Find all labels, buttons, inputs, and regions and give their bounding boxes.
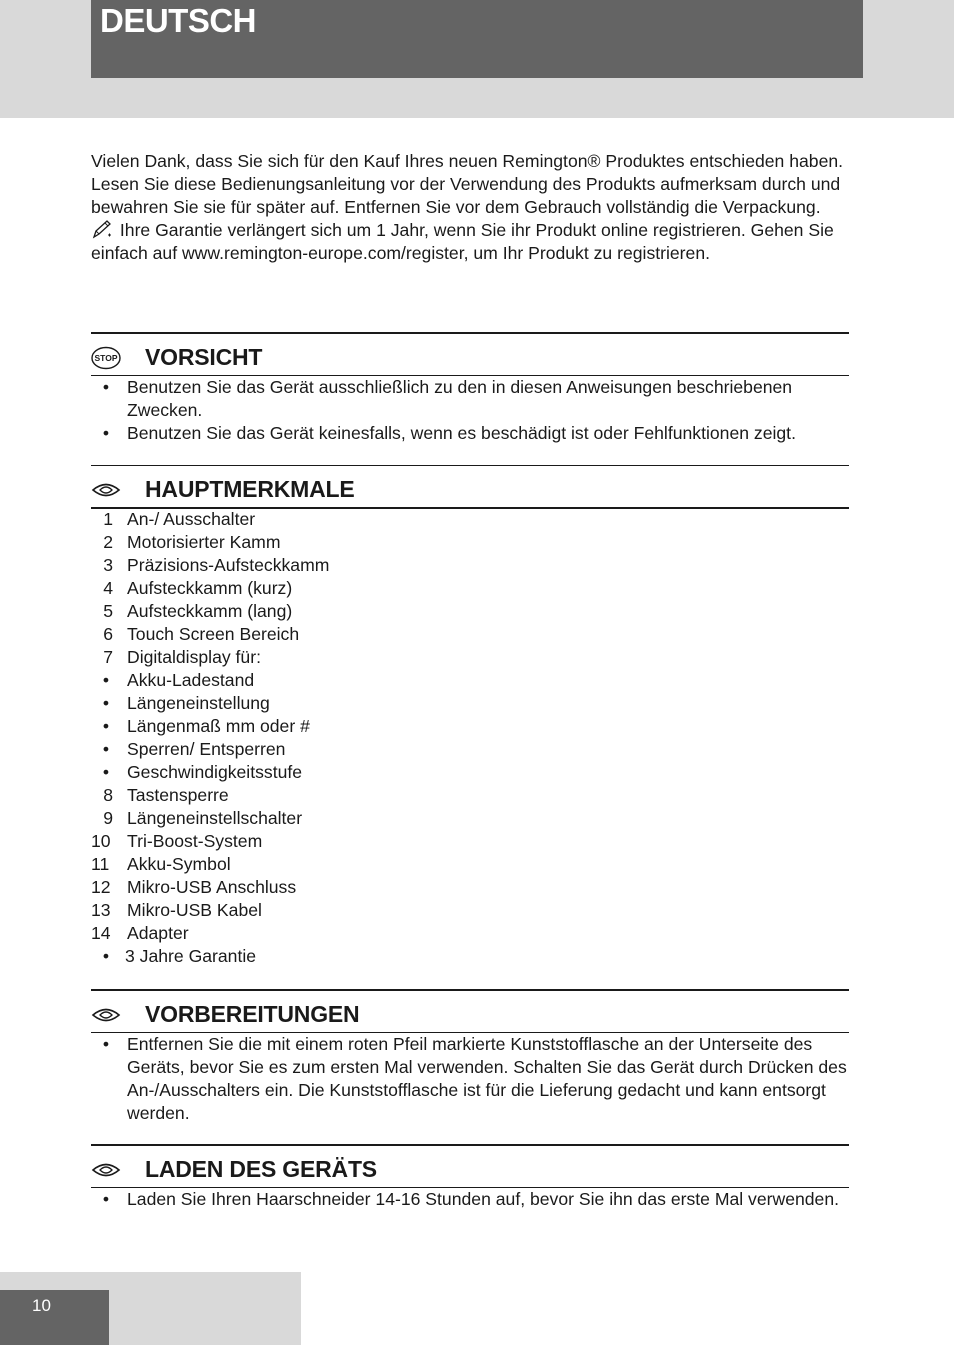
language-title-bar bbox=[91, 0, 863, 78]
eye-icon bbox=[91, 1158, 123, 1182]
intro-warranty-text: Ihre Garantie verlängert sich um 1 Jahr, wenn Sie ihr Produkt online registrieren. Gehen Sie einfach auf www.remington-europe.com/register, um Ihr Produkt zu registrieren. bbox=[91, 220, 834, 263]
list-item: 13 Mikro-USB Kabel bbox=[91, 900, 262, 920]
intro-warranty bbox=[91, 219, 851, 265]
list-item: 6 Touch Screen Bereich bbox=[103, 624, 300, 644]
list-item: • Benutzen Sie das Gerät keinesfalls, wenn es beschädigt ist oder Fehlfunktionen zeigt. bbox=[102, 423, 796, 443]
preparation-list bbox=[91, 1033, 851, 1125]
intro-thanks: Vielen Dank, dass Sie sich für den Kauf Ihres neuen Remington® Produktes entschieden haben. bbox=[91, 151, 844, 171]
list-item: 11 Akku-Symbol bbox=[91, 854, 231, 874]
list-item: 8 Tastensperre bbox=[103, 785, 229, 805]
caution-list bbox=[91, 376, 851, 445]
intro-read-instructions: Lesen Sie diese Bedienungsanleitung vor der Verwendung des Produkts aufmerksam durch und bewahren Sie sie für später auf. Entfernen Sie vor dem Gebrauch vollständig die Verpackung. bbox=[91, 174, 841, 217]
section-title-charging: LADEN DES GERÄTS bbox=[145, 1156, 377, 1182]
list-item: • Geschwindigkeitsstufe bbox=[102, 762, 303, 782]
list-item: 10 Tri-Boost-System bbox=[91, 831, 263, 851]
list-item: 4 Aufsteckkamm (kurz) bbox=[103, 578, 293, 598]
list-item: • Längenmaß mm oder # bbox=[102, 716, 310, 736]
list-item: 14 Adapter bbox=[91, 923, 189, 943]
eye-icon bbox=[91, 1003, 123, 1027]
section-header-charging bbox=[91, 1155, 849, 1183]
list-item: 9 Längeneinstellschalter bbox=[103, 808, 303, 828]
stop-icon-label: STOP bbox=[94, 353, 118, 363]
list-item: • 3 Jahre Garantie bbox=[102, 946, 257, 966]
list-item: 7 Digitaldisplay für: bbox=[103, 647, 261, 667]
section-header-features bbox=[91, 475, 849, 503]
features-list bbox=[91, 508, 851, 968]
list-item: • Akku-Ladestand bbox=[102, 670, 255, 690]
list-item: 12 Mikro-USB Anschluss bbox=[91, 877, 297, 897]
intro-text bbox=[91, 150, 851, 265]
eye-icon bbox=[91, 478, 123, 502]
list-item: • Entfernen Sie die mit einem roten Pfeil markierte Kunststofflasche an der Unterseite des Geräts, bevor Sie es zum ersten Mal verwenden. Schalten Sie das Gerät durch Drücken des An-/Ausschalters ein. Die Kunststofflasche ist für die Lieferung gedacht und kann entsorgt werden. bbox=[102, 1034, 847, 1123]
page-number-box bbox=[0, 1290, 109, 1345]
list-item: 2 Motorisierter Kamm bbox=[103, 532, 281, 552]
list-item: • Benutzen Sie das Gerät ausschließlich zu den in diesen Anweisungen beschriebenen Zwecken. bbox=[102, 377, 793, 420]
list-item: 3 Präzisions-Aufsteckkamm bbox=[103, 555, 330, 575]
list-item: • Längeneinstellung bbox=[102, 693, 270, 713]
page-title: DEUTSCH bbox=[100, 2, 257, 39]
stop-icon bbox=[91, 346, 123, 370]
pencil-icon bbox=[91, 219, 115, 239]
section-rule-top bbox=[91, 465, 849, 466]
list-item: 5 Aufsteckkamm (lang) bbox=[103, 601, 293, 621]
section-rule-top bbox=[91, 989, 849, 991]
section-header-preparation bbox=[91, 1000, 849, 1028]
section-rule-top bbox=[91, 1144, 849, 1146]
list-item: • Laden Sie Ihren Haarschneider 14-16 Stunden auf, bevor Sie ihn das erste Mal verwenden. bbox=[102, 1189, 840, 1209]
list-item: • Sperren/ Entsperren bbox=[102, 739, 286, 759]
section-header-caution bbox=[91, 343, 849, 371]
section-title-features: HAUPTMERKMALE bbox=[145, 476, 355, 502]
page-number: 10 bbox=[32, 1296, 51, 1315]
charging-list bbox=[91, 1188, 851, 1211]
section-title-preparation: VORBEREITUNGEN bbox=[145, 1001, 360, 1027]
section-rule-top bbox=[91, 332, 849, 334]
list-item: 1 An-/ Ausschalter bbox=[103, 509, 256, 529]
section-title-caution: VORSICHT bbox=[145, 344, 263, 370]
